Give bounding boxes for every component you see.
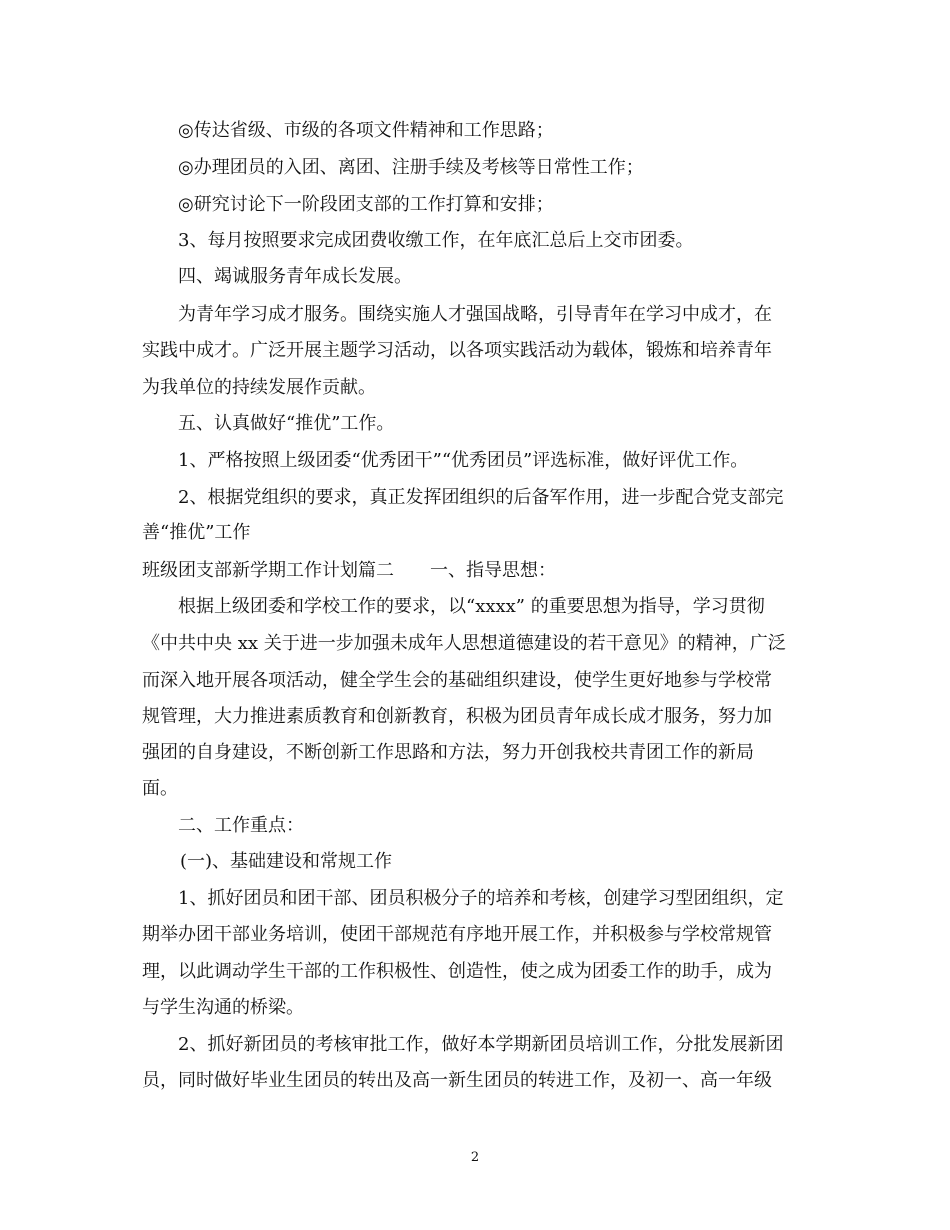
text-line: 2、抓好新团员的考核审批工作，做好本学期新团员培训工作，分批发展新团 (178, 1034, 784, 1055)
text-line: 《中共中央 xx 关于进一步加强未成年人思想道德建设的若干意见》的精神，广泛 (142, 633, 786, 654)
text-line: 实践中成才。广泛开展主题学习活动，以各项实践活动为载体，锻炼和培养青年 (142, 340, 772, 361)
text-line: 为我单位的持续发展作贡献。 (142, 377, 376, 398)
text-line: 理，以此调动学生干部的工作积极性、创造性，使之成为团委工作的助手，成为 (142, 961, 772, 982)
text-line: ◎研究讨论下一阶段团支部的工作打算和安排； (178, 194, 554, 215)
text-line: 规管理，大力推进素质教育和创新教育，积极为团员青年成长成才服务，努力加 (142, 706, 772, 727)
text-line: 强团的自身建设，不断创新工作思路和方法，努力开创我校共青团工作的新局 (142, 742, 754, 763)
page-number: 2 (470, 1150, 480, 1165)
text-line: 3、每月按照要求完成团费收缴工作，在年底汇总后上交市团委。 (178, 230, 694, 251)
text-line: 1、抓好团员和团干部、团员积极分子的培养和考核，创建学习型团组织，定 (178, 888, 784, 909)
section-heading: 四、竭诚服务青年成长发展。 (178, 266, 412, 287)
text-line: 根据上级团委和学校工作的要求，以“xxxx” 的重要思想为指导，学习贯彻 (178, 596, 765, 617)
text-line: 1、严格按照上级团委“优秀团干”“优秀团员”评选标准，做好评优工作。 (178, 450, 749, 471)
text-line: 与学生沟通的桥梁。 (142, 997, 304, 1018)
section-heading: 二、工作重点： (178, 815, 304, 836)
text-line: 善“推优”工作 (142, 522, 251, 543)
text-line: 面。 (142, 778, 178, 799)
section-heading: 五、认真做好“推优”工作。 (178, 413, 395, 434)
article-title: 班级团支部新学期工作计划篇二 一、指导思想： (142, 560, 556, 581)
subsection-heading: (一)、基础建设和常规工作 (180, 851, 393, 872)
text-line: 员，同时做好毕业生团员的转出及高一新生团员的转进工作，及初一、高一年级 (142, 1070, 772, 1091)
text-line: 为青年学习成才服务。围绕实施人才强国战略，引导青年在学习中成才，在 (178, 304, 772, 325)
text-line: ◎传达省级、市级的各项文件精神和工作思路； (178, 120, 554, 141)
text-line: 期举办团干部业务培训，使团干部规范有序地开展工作，并积极参与学校常规管 (142, 924, 772, 945)
text-line: 而深入地开展各项活动，健全学生会的基础组织建设，使学生更好地参与学校常 (142, 670, 772, 691)
text-line: 2、根据党组织的要求，真正发挥团组织的后备军作用，进一步配合党支部完 (178, 487, 784, 508)
text-line: ◎办理团员的入团、离团、注册手续及考核等日常性工作； (178, 157, 644, 178)
